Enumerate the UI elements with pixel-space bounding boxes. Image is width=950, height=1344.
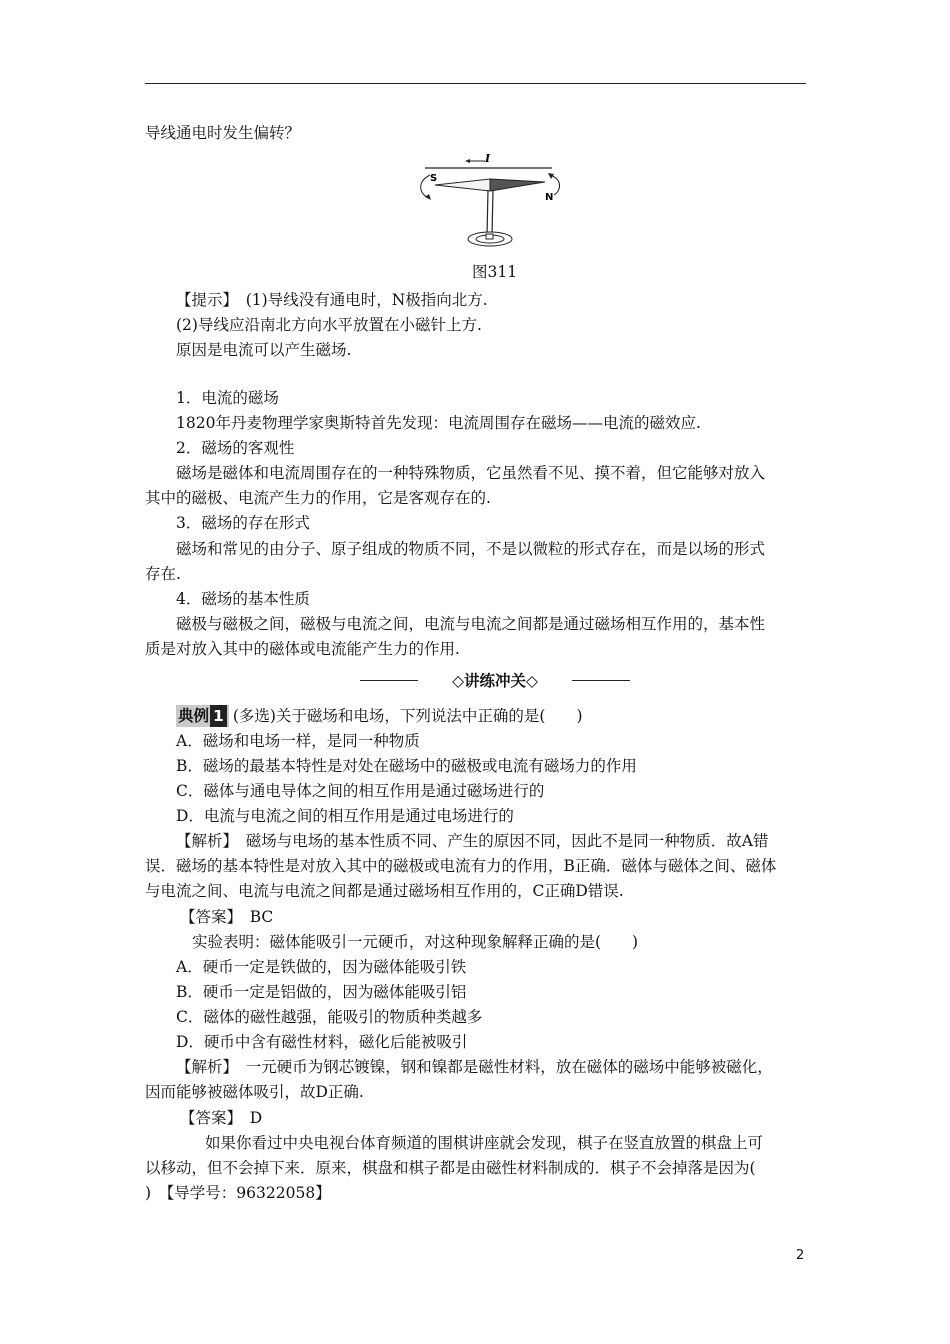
example-1-option-d: D．电流与电流之间的相互作用是通过电场进行的 — [176, 807, 514, 825]
figure-caption: 图311 — [472, 263, 518, 281]
point-3-body-1: 磁场和常见的由分子、原子组成的物质不同，不是以微粒的形式存在，而是以场的形式 — [176, 540, 766, 558]
example-3-line-1: 如果你看过中央电视台体育频道的围棋讲座就会发现，棋子在竖直放置的棋盘上可 — [205, 1134, 764, 1152]
header-rule — [145, 83, 806, 84]
point-4-title: 4．磁场的基本性质 — [176, 590, 310, 608]
point-4-body-1: 磁极与磁极之间，磁极与电流之间，电流与电流之间都是通过磁场相互作用的，基本性 — [176, 615, 766, 633]
compass-figure — [400, 148, 580, 256]
current-label: I — [485, 152, 491, 165]
example-1-option-a: A．磁场和电场一样，是同一种物质 — [176, 732, 420, 750]
point-2-title: 2．磁场的客观性 — [176, 439, 295, 457]
example-1-question: (多选)关于磁场和电场，下列说法中正确的是( ) — [232, 707, 583, 725]
example-3-line-2: 以移动，但不会掉下来．原来，棋盘和棋子都是由磁性材料制成的．棋子不会掉落是因为( — [145, 1159, 756, 1177]
example-2-analysis-2: 因而能够被磁体吸引，故D正确. — [145, 1083, 364, 1101]
section-divider — [360, 668, 630, 694]
example-1-answer: 【答案】 BC — [180, 908, 274, 926]
point-2-body-2: 其中的磁极、电流产生力的作用，它是客观存在的. — [145, 489, 491, 507]
page-number: 2 — [796, 1248, 805, 1263]
hint-line-1: 【提示】 (1)导线没有通电时，N极指向北方. — [176, 291, 488, 309]
example-1-analysis-3: 与电流之间、电流与电流之间都是通过磁场相互作用的，C正确D错误. — [145, 882, 624, 900]
point-3-title: 3．磁场的存在形式 — [176, 514, 310, 532]
intro-line: 导线通电时发生偏转？ — [145, 124, 301, 142]
point-3-body-2: 存在. — [145, 565, 181, 583]
example-1-option-c: C．磁体与通电导体之间的相互作用是通过磁场进行的 — [176, 782, 545, 800]
point-4-body-2: 质是对放入其中的磁体或电流能产生力的作用. — [145, 640, 460, 658]
example-badge: 典例 1 — [176, 705, 229, 727]
example-1-analysis-1: 【解析】 磁场与电场的基本性质不同、产生的原因不同，因此不是同一种物质．故A错 — [176, 832, 769, 850]
example-1-question-line — [176, 705, 583, 727]
example-2-answer: 【答案】 D — [180, 1109, 263, 1127]
pivot-stand — [487, 190, 488, 236]
south-label: S — [430, 173, 438, 184]
point-1-body: 1820年丹麦物理学家奥斯特首先发现：电流周围存在磁场——电流的磁效应. — [176, 414, 701, 432]
example-1-analysis-2: 误．磁场的基本特性是对放入其中的磁极或电流有力的作用，B正确．磁体与磁体之间、磁体 — [145, 857, 777, 875]
example-3-line-3: ) 【导学号：96322058】 — [145, 1184, 331, 1202]
needle-south-half — [435, 179, 490, 191]
section-title: ◇讲练冲关◇ — [452, 672, 538, 690]
example-2-option-c: C．磁体的磁性越强，能吸引的物质种类越多 — [176, 1008, 483, 1026]
hint-line-3: 原因是电流可以产生磁场. — [176, 341, 352, 359]
needle-north-half — [490, 179, 545, 191]
example-2-option-a: A．硬币一定是铁做的，因为磁体能吸引铁 — [176, 958, 467, 976]
example-2-option-b: B．硬币一定是铝做的，因为磁体能吸引铝 — [176, 983, 467, 1001]
example-badge-number: 1 — [210, 705, 227, 727]
example-2-question: 实验表明：磁体能吸引一元硬币，对这种现象解释正确的是( ) — [192, 933, 639, 951]
example-1-option-b: B．磁场的最基本特性是对处在磁场中的磁极或电流有磁场力的作用 — [176, 757, 637, 775]
north-label: N — [545, 192, 554, 203]
example-2-option-d: D．硬币中含有磁性材料，磁化后能被吸引 — [176, 1033, 468, 1051]
point-2-body-1: 磁场是磁体和电流周围存在的一种特殊物质，它虽然看不见、摸不着，但它能够对放入 — [176, 464, 766, 482]
example-2-analysis-1: 【解析】 一元硬币为钢芯镀镍，钢和镍都是磁性材料，放在磁体的磁场中能够被磁化， — [176, 1058, 773, 1076]
point-1-title: 1．电流的磁场 — [176, 389, 279, 407]
hint-line-2: (2)导线应沿南北方向水平放置在小磁针上方. — [176, 316, 482, 334]
